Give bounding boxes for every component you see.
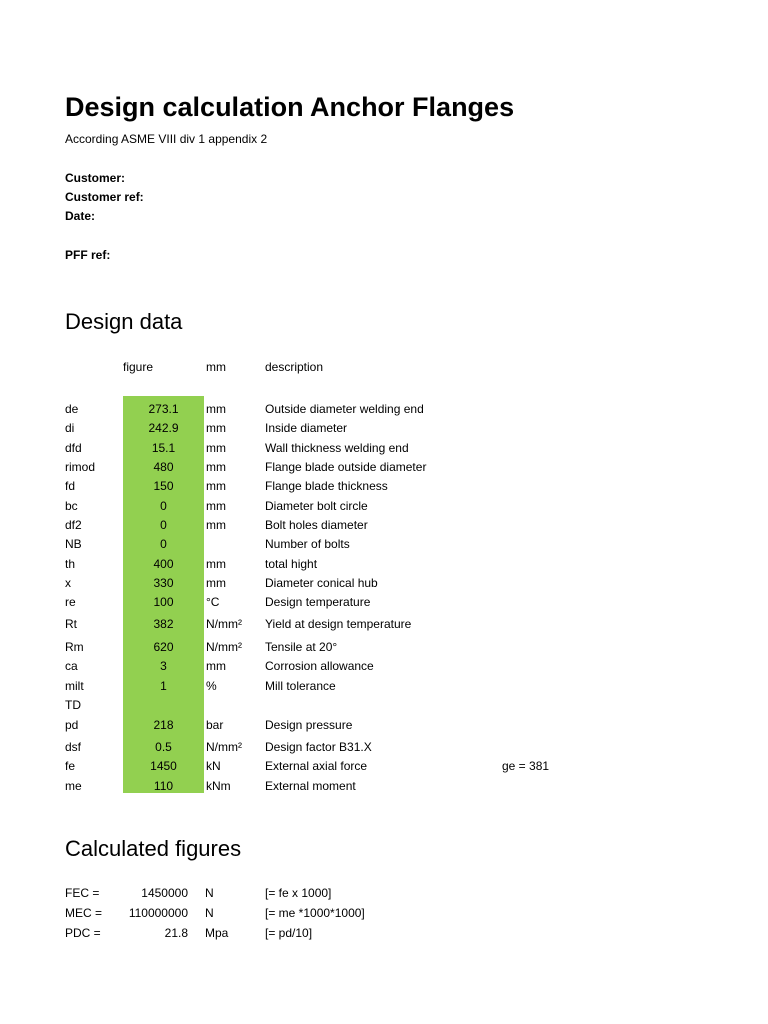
row-description: total hight xyxy=(265,557,318,571)
calc-row xyxy=(0,886,768,906)
row-description: External moment xyxy=(265,779,356,793)
row-figure: 0 xyxy=(160,537,167,551)
column-header-mm: mm xyxy=(206,360,226,374)
row-symbol: Rt xyxy=(65,617,77,631)
table-row xyxy=(0,614,768,633)
row-unit: mm xyxy=(206,460,226,474)
table-row xyxy=(0,715,768,734)
row-figure: 1 xyxy=(160,679,167,693)
row-description: Diameter conical hub xyxy=(265,576,378,590)
row-symbol: dfd xyxy=(65,441,82,455)
row-unit: mm xyxy=(206,441,226,455)
table-row xyxy=(0,676,768,695)
calc-formula: [= me *1000*1000] xyxy=(265,906,365,920)
row-description: External axial force xyxy=(265,759,368,773)
row-description: Design temperature xyxy=(265,595,371,609)
row-unit: bar xyxy=(206,718,224,732)
row-symbol: milt xyxy=(65,679,84,693)
row-symbol: NB xyxy=(65,537,82,551)
calc-row xyxy=(0,906,768,926)
table-row xyxy=(0,637,768,656)
page-subtitle: According ASME VIII div 1 appendix 2 xyxy=(65,132,268,146)
row-unit: N/mm² xyxy=(206,617,242,631)
row-unit: N/mm² xyxy=(206,640,242,654)
row-figure: 0 xyxy=(160,518,167,532)
row-figure: 242.9 xyxy=(148,421,179,435)
row-unit: mm xyxy=(206,576,226,590)
calc-formula: [= pd/10] xyxy=(265,926,313,940)
row-figure: 480 xyxy=(153,460,174,474)
table-row xyxy=(0,399,768,418)
row-symbol: de xyxy=(65,402,79,416)
table-row xyxy=(0,438,768,457)
row-symbol: Rm xyxy=(65,640,84,654)
table-row xyxy=(0,592,768,611)
customer-label: Customer: xyxy=(65,171,126,185)
row-description: Wall thickness welding end xyxy=(265,441,409,455)
table-row xyxy=(0,418,768,437)
calc-unit: Mpa xyxy=(205,926,229,940)
row-description: Inside diameter xyxy=(265,421,348,435)
customer-ref-label: Customer ref: xyxy=(65,190,144,204)
calc-formula: [= fe x 1000] xyxy=(265,886,332,900)
row-description: Diameter bolt circle xyxy=(265,499,368,513)
page-title: Design calculation Anchor Flanges xyxy=(65,92,515,122)
row-symbol: me xyxy=(65,779,82,793)
row-description: Tensile at 20° xyxy=(265,640,338,654)
row-unit: N/mm² xyxy=(206,740,242,754)
table-row xyxy=(0,776,768,795)
row-figure: 110 xyxy=(153,779,174,793)
row-figure: 620 xyxy=(153,640,174,654)
pff-ref-label: PFF ref: xyxy=(65,248,111,262)
calc-value: 1450000 xyxy=(141,886,188,900)
row-description: Mill tolerance xyxy=(265,679,336,693)
row-figure: 382 xyxy=(153,617,174,631)
calc-label: PDC = xyxy=(65,926,101,940)
row-description: Number of bolts xyxy=(265,537,350,551)
row-symbol: th xyxy=(65,557,76,571)
calc-unit: N xyxy=(205,906,214,920)
table-row xyxy=(0,496,768,515)
row-figure: 0 xyxy=(160,499,167,513)
calculated-figures-heading: Calculated figures xyxy=(65,836,242,861)
row-symbol: TD xyxy=(65,698,81,712)
row-unit: mm xyxy=(206,421,226,435)
row-figure: 15.1 xyxy=(151,441,176,455)
calc-label: MEC = xyxy=(65,906,103,920)
row-figure: 100 xyxy=(153,595,174,609)
table-row xyxy=(0,656,768,675)
row-description: Design factor B31.X xyxy=(265,740,372,754)
table-row xyxy=(0,476,768,495)
table-row xyxy=(0,695,768,714)
calc-unit: N xyxy=(205,886,214,900)
table-row xyxy=(0,737,768,756)
row-unit: °C xyxy=(206,595,220,609)
row-unit: kNm xyxy=(206,779,231,793)
column-header-description: description xyxy=(265,360,324,374)
row-figure: 218 xyxy=(153,718,174,732)
row-symbol: di xyxy=(65,421,75,435)
row-symbol: x xyxy=(65,576,71,590)
row-symbol: df2 xyxy=(65,518,82,532)
row-figure: 3 xyxy=(160,659,167,673)
row-description: Flange blade thickness xyxy=(265,479,388,493)
row-unit: mm xyxy=(206,479,226,493)
row-figure: 0.5 xyxy=(155,740,172,754)
calc-label: FEC = xyxy=(65,886,100,900)
row-symbol: fe xyxy=(65,759,76,773)
column-header-figure: figure xyxy=(123,360,154,374)
row-unit: mm xyxy=(206,402,226,416)
row-symbol: pd xyxy=(65,718,79,732)
row-figure: 273.1 xyxy=(148,402,179,416)
table-row xyxy=(0,457,768,476)
row-note: ge = 381 xyxy=(502,759,550,773)
row-figure: 1450 xyxy=(150,759,177,773)
row-figure: 150 xyxy=(153,479,174,493)
row-unit: mm xyxy=(206,499,226,513)
table-row xyxy=(0,573,768,592)
table-row xyxy=(0,515,768,534)
table-row xyxy=(0,554,768,573)
row-figure: 400 xyxy=(153,557,174,571)
calc-value: 110000000 xyxy=(128,906,188,920)
row-symbol: rimod xyxy=(65,460,96,474)
row-unit: mm xyxy=(206,659,226,673)
row-unit: % xyxy=(206,679,217,693)
table-row xyxy=(0,534,768,553)
row-description: Flange blade outside diameter xyxy=(265,460,427,474)
row-unit: mm xyxy=(206,518,226,532)
row-description: Corrosion allowance xyxy=(265,659,374,673)
row-description: Bolt holes diameter xyxy=(265,518,368,532)
row-symbol: re xyxy=(65,595,76,609)
row-symbol: fd xyxy=(65,479,76,493)
row-symbol: bc xyxy=(65,499,78,513)
row-description: Yield at design temperature xyxy=(265,617,412,631)
table-row xyxy=(0,756,768,775)
row-unit: kN xyxy=(206,759,221,773)
calc-row xyxy=(0,926,768,946)
design-data-heading: Design data xyxy=(65,309,183,334)
row-description: Outside diameter welding end xyxy=(265,402,424,416)
row-unit: mm xyxy=(206,557,226,571)
date-label: Date: xyxy=(65,209,96,223)
row-symbol: dsf xyxy=(65,740,82,754)
row-symbol: ca xyxy=(65,659,78,673)
row-description: Design pressure xyxy=(265,718,353,732)
calc-value: 21.8 xyxy=(164,926,188,940)
row-figure: 330 xyxy=(153,576,174,590)
